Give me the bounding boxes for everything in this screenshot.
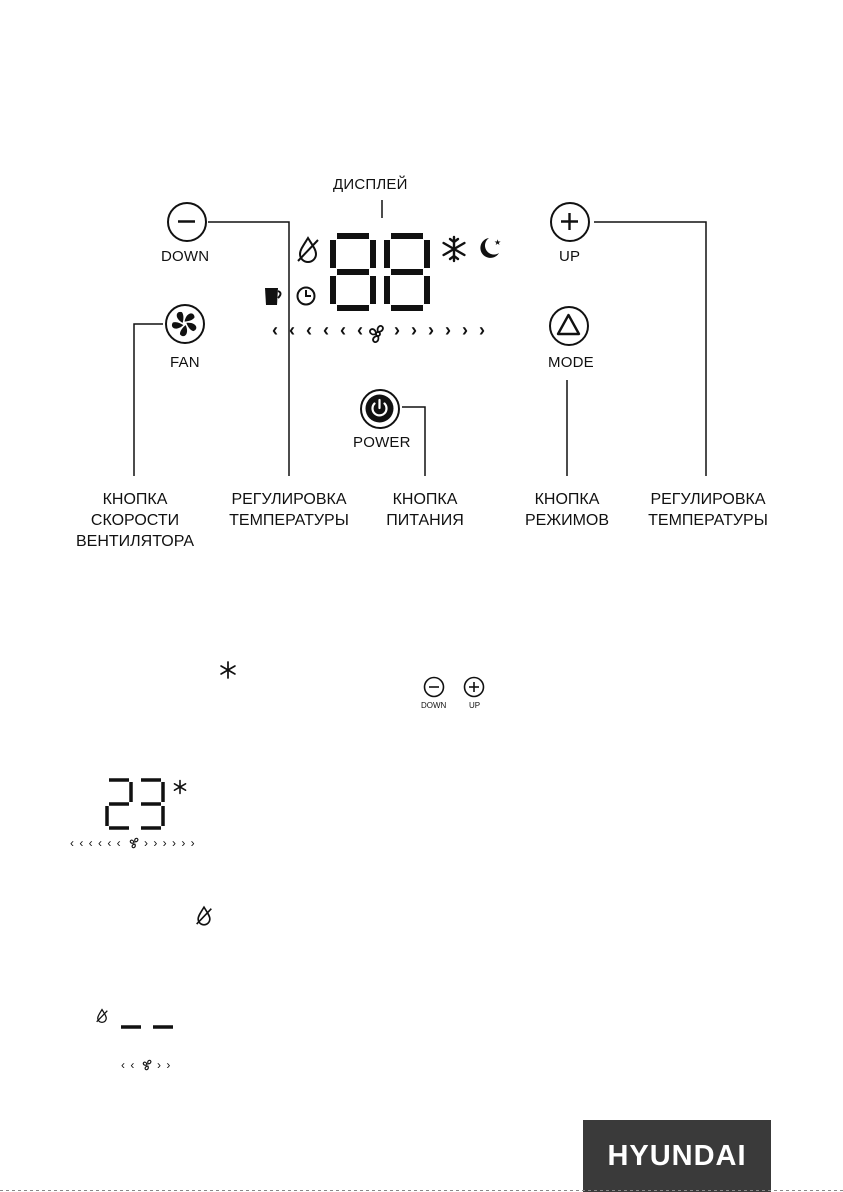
snowflake-icon — [439, 234, 469, 264]
plus-icon — [463, 676, 485, 698]
fan-speed-arrows-left: ‹ ‹ ‹ ‹ ‹ ‹ — [272, 320, 366, 340]
mode-label: MODE — [548, 354, 594, 371]
svg-text:★: ★ — [494, 238, 502, 247]
example-temperature-display — [104, 778, 170, 830]
caption-line: ТЕМПЕРАТУРЫ — [229, 512, 349, 529]
power-button[interactable] — [360, 389, 400, 429]
fan-button[interactable] — [165, 304, 205, 344]
caption-mode — [517, 489, 617, 531]
example-fan-arrows-right: › › › › › › — [144, 836, 196, 850]
plus-icon — [552, 204, 587, 239]
caption-temp-right — [645, 489, 771, 531]
dash-display — [117, 1022, 177, 1032]
inline-up-label: UP — [469, 701, 481, 710]
clock-icon — [294, 284, 318, 308]
fan-small-icon — [128, 836, 142, 850]
minus-icon — [423, 676, 445, 698]
down-button[interactable] — [167, 202, 207, 242]
inline-down-label: DOWN — [421, 701, 447, 710]
no-drop-icon — [193, 905, 215, 927]
moon-icon — [477, 234, 503, 262]
caption-line: КНОПКА — [102, 491, 168, 508]
dry-fan-arrows-left: ‹ ‹ — [121, 1058, 136, 1072]
fan-label: FAN — [170, 354, 200, 371]
brand-logo: HYUNDAI — [583, 1120, 771, 1192]
mode-button[interactable] — [549, 306, 589, 346]
mode-triangle-icon — [551, 308, 586, 343]
bucket-icon — [259, 283, 285, 309]
power-icon — [362, 391, 397, 426]
caption-line: КНОПКА — [534, 491, 600, 508]
fan-speed-arrows-right: › › › › › › — [394, 320, 488, 340]
fan-icon — [167, 306, 202, 341]
caption-line: ТЕМПЕРАТУРЫ — [648, 512, 768, 529]
example-fan-arrows-left: ‹ ‹ ‹ ‹ ‹ ‹ — [70, 836, 122, 850]
dry-fan-arrows-right: › › — [157, 1058, 172, 1072]
caption-line: РЕГУЛИРОВКА — [650, 491, 766, 508]
caption-line: РЕГУЛИРОВКА — [231, 491, 347, 508]
down-label: DOWN — [161, 248, 210, 265]
seven-segment-display — [325, 232, 437, 312]
display-label: ДИСПЛЕЙ — [333, 176, 408, 193]
caption-temp-left — [226, 489, 352, 531]
snowflake-icon — [172, 779, 188, 795]
power-label: POWER — [353, 434, 411, 451]
snowflake-icon — [218, 660, 238, 680]
up-label: UP — [559, 248, 581, 265]
caption-line: СКОРОСТИ — [90, 512, 180, 529]
caption-line: КНОПКА — [392, 491, 458, 508]
fan-small-icon — [141, 1058, 155, 1072]
caption-fan-speed — [75, 489, 195, 552]
minus-icon — [169, 204, 204, 239]
caption-line: ВЕНТИЛЯТОРА — [76, 533, 194, 550]
caption-line: РЕЖИМОВ — [524, 512, 610, 529]
no-drop-icon — [94, 1008, 110, 1024]
up-button[interactable] — [550, 202, 590, 242]
no-drop-icon — [293, 235, 323, 265]
caption-power — [375, 489, 475, 531]
fan-small-icon — [366, 322, 390, 346]
caption-line: ПИТАНИЯ — [386, 512, 464, 529]
